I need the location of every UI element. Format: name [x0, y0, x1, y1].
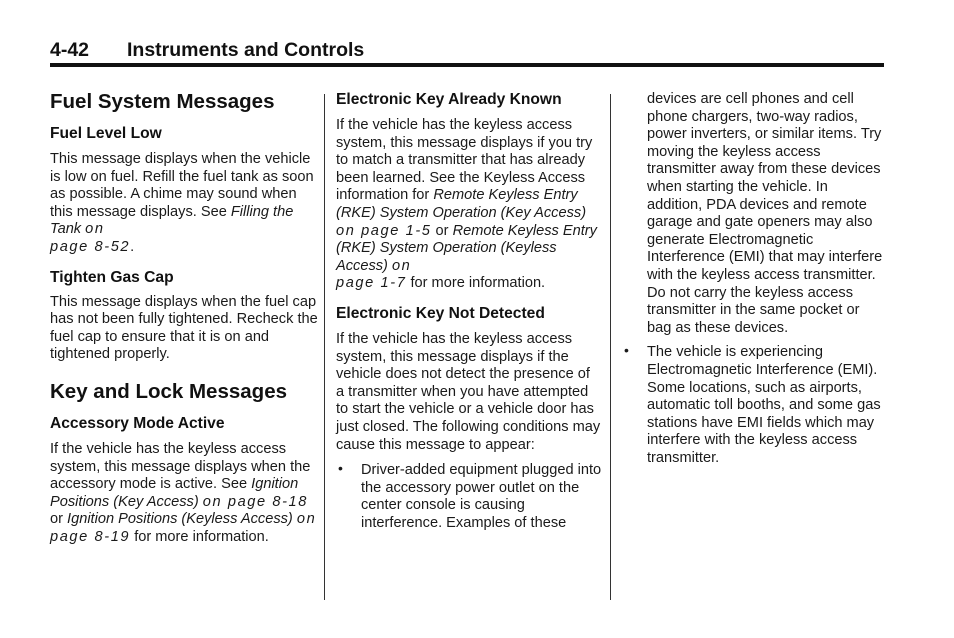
- ref-on: on: [296, 511, 317, 528]
- column-3: [622, 88, 886, 467]
- fuel-level-low-text: [50, 151, 318, 257]
- fuel-level-low-heading: Fuel Level Low: [50, 125, 162, 142]
- ref-on: on: [391, 257, 412, 274]
- bullet-1-continuation: devices are cell phones and cell phone chargers, two-way radios, power inverters, or similar items. Try moving the keyless access transmitter away from these devices when starting the vehicle. In addition, PDA devices and remote garage and gate openers may also generate Electromagnetic Interference (EMI) that may interfere with the keyless access transmitter. Do not carry the keyless access transmitter in the same pocket or bag as these devices.: [647, 91, 883, 336]
- bullet-emi: [622, 344, 886, 467]
- not-detected-heading: Electronic Key Not Detected: [336, 304, 545, 322]
- bullet-driver-added: [336, 462, 602, 532]
- ref-page-1-5[interactable]: on page 1-5: [336, 222, 432, 239]
- or-text: or: [431, 222, 453, 239]
- header-rule: [50, 63, 884, 67]
- ref-page-8-18[interactable]: on page 8-18: [202, 493, 308, 510]
- period: .: [130, 238, 135, 255]
- already-known-heading: Electronic Key Already Known: [336, 91, 562, 108]
- ref-page-8-52[interactable]: page 8-52: [50, 238, 131, 255]
- column-divider-1: [324, 94, 325, 600]
- fuel-level-low-body: This message displays when the vehicle is low on fuel. Refill the fuel tank as soon as possible. A chime may sound when this message displays. See: [50, 151, 314, 220]
- for-more-info: for more information.: [130, 528, 269, 545]
- ref-rke-keyless[interactable]: Remote Keyless Entry (RKE) System Operation (Keyless Access): [336, 222, 597, 274]
- ref-page-8-19[interactable]: page 8-19: [50, 528, 131, 545]
- ref-ignition-key[interactable]: Ignition Positions (Key Access): [50, 476, 299, 510]
- column-1: [50, 88, 318, 547]
- ref-page-1-7[interactable]: page 1-7: [336, 275, 407, 292]
- running-header: [50, 38, 884, 64]
- for-more-info: for more information.: [406, 275, 546, 292]
- accessory-mode-body: If the vehicle has the keyless access system, this message displays when the accessory mode is active. See: [50, 440, 311, 493]
- accessory-mode-text: [50, 441, 318, 547]
- fuel-system-heading: Fuel System Messages: [50, 90, 275, 113]
- ref-rke-key[interactable]: Remote Keyless Entry (RKE) System Operation (Key Access): [336, 187, 587, 221]
- already-known-text: [336, 117, 602, 293]
- ref-ignition-keyless[interactable]: Ignition Positions (Keyless Access): [67, 511, 293, 528]
- key-lock-heading: Key and Lock Messages: [50, 379, 287, 403]
- already-known-body: If the vehicle has the keyless access system, this message displays if you try to match a transmitter that has already been learned. See the Keyless Access information for: [336, 117, 593, 204]
- column-2: [336, 88, 602, 532]
- ref-filling-tank[interactable]: Filling the Tank: [50, 203, 294, 238]
- section-title: Instruments and Controls: [127, 39, 365, 61]
- or-text: or: [50, 511, 68, 528]
- not-detected-text: If the vehicle has the keyless access system, this message displays if the vehicle does not detect the presence of a transmitter when you have attempted to start the vehicle or a vehicle door has just closed. The following conditions may cause this message to appear:: [336, 330, 601, 453]
- ref-on: on: [85, 221, 105, 238]
- bullet-1-text: Driver-added equipment plugged into the accessory power outlet on the center console is causing interference. Examples of these: [361, 462, 602, 531]
- tighten-gas-cap-heading: Tighten Gas Cap: [50, 268, 174, 286]
- bullet-2-text: The vehicle is experiencing Electromagnetic Interference (EMI). Some locations, such as airports, automatic toll booths, and some gas stations have EMI fields which may interfere with the keyless access transmitter.: [647, 344, 881, 466]
- accessory-mode-heading: Accessory Mode Active: [50, 414, 225, 432]
- tighten-gas-cap-text: This message displays when the fuel cap has not been fully tightened. Recheck the fuel cap to ensure that it is on and tightened properly.: [50, 293, 318, 363]
- column-divider-2: [610, 94, 611, 600]
- bullet-icon: •: [624, 342, 629, 359]
- page-number: 4-42: [50, 39, 90, 61]
- bullet-icon: •: [338, 460, 343, 477]
